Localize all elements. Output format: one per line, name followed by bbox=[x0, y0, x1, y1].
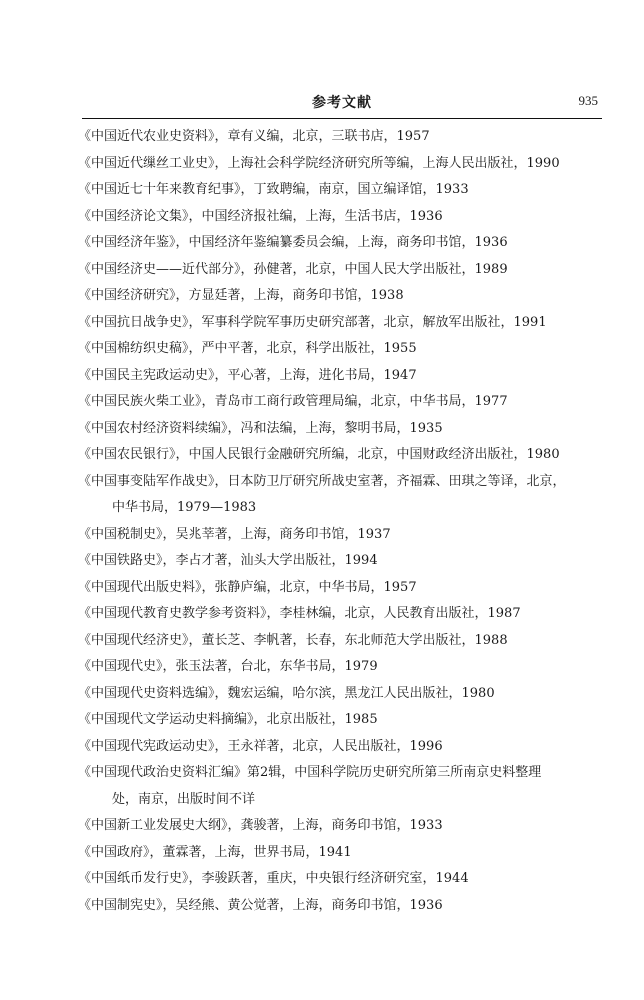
reference-text: 《中国民主宪政运动史》，平心著，上海，进化书局，1947 bbox=[78, 367, 417, 383]
reference-entry bbox=[78, 734, 608, 761]
reference-text: 《中国现代宪政运动史》，王永祥著，北京，人民出版社，1996 bbox=[78, 738, 443, 754]
reference-entry bbox=[78, 575, 608, 602]
reference-continuation: 中华书局，1979—1983 bbox=[112, 500, 257, 515]
header-rule bbox=[82, 118, 602, 119]
reference-text: 《中国农村经济资料续编》，冯和法编，上海，黎明书局，1935 bbox=[78, 420, 443, 436]
reference-text: 《中国纸币发行史》，李骏跃著，重庆，中央银行经济研究室，1944 bbox=[78, 871, 469, 886]
reference-entry bbox=[78, 654, 608, 681]
reference-text: 《中国抗日战争史》，军事科学院军事历史研究部著，北京，解放军出版社，1991 bbox=[78, 314, 547, 330]
reference-entry bbox=[78, 230, 608, 257]
reference-entry bbox=[78, 389, 608, 416]
reference-entry bbox=[78, 866, 608, 893]
reference-text: 《中国现代文学运动史料摘编》，北京出版社，1985 bbox=[78, 712, 378, 727]
reference-text: 《中国现代经济史》，董长芝、李帆著，长春，东北师范大学出版社，1988 bbox=[78, 632, 508, 648]
reference-entry bbox=[78, 151, 608, 178]
reference-text: 《中国现代史资料选编》，魏宏运编，哈尔滨，黑龙江人民出版社，1980 bbox=[78, 685, 495, 701]
reference-entry bbox=[78, 283, 608, 310]
reference-text: 《中国事变陆军作战史》，日本防卫厅研究所战史室著，齐福霖、田琪之等译，北京， bbox=[78, 473, 566, 489]
header-title: 参考文献 bbox=[312, 95, 372, 111]
reference-entry bbox=[78, 681, 608, 708]
reference-entry bbox=[78, 707, 608, 734]
reference-text: 《中国现代政治史资料汇编》第2辑，中国科学院历史研究所第三所南京史料整理 bbox=[78, 765, 542, 780]
reference-entry bbox=[78, 336, 608, 363]
reference-entry bbox=[78, 124, 608, 151]
reference-text: 《中国新工业发展史大纲》，龚骏著，上海，商务印书馆，1933 bbox=[78, 818, 443, 833]
reference-text: 《中国近代缫丝工业史》，上海社会科学院经济研究所等编，上海人民出版社，1990 bbox=[78, 155, 560, 171]
reference-text: 《中国政府》，董霖著，上海，世界书局，1941 bbox=[78, 844, 352, 860]
reference-entry bbox=[78, 760, 608, 813]
reference-text: 《中国农民银行》，中国人民银行金融研究所编，北京，中国财政经济出版社，1980 bbox=[78, 447, 560, 462]
reference-text: 《中国现代出版史料》，张静庐编，北京，中华书局，1957 bbox=[78, 579, 417, 595]
reference-text: 《中国现代史》，张玉法著，台北，东华书局，1979 bbox=[78, 659, 378, 674]
reference-entry bbox=[78, 840, 608, 867]
reference-entry bbox=[78, 601, 608, 628]
reference-entry bbox=[78, 257, 608, 284]
reference-text: 《中国经济年鉴》，中国经济年鉴编纂委员会编，上海，商务印书馆，1936 bbox=[78, 235, 508, 250]
reference-entry bbox=[78, 442, 608, 469]
reference-text: 《中国近代农业史资料》，章有义编，北京，三联书店，1957 bbox=[78, 129, 430, 144]
reference-text: 《中国铁路史》，李占才著，汕头大学出版社，1994 bbox=[78, 553, 378, 568]
reference-text: 《中国近七十年来教育纪事》，丁致聘编，南京，国立编译馆，1933 bbox=[78, 182, 469, 197]
reference-entry bbox=[78, 548, 608, 575]
reference-entry bbox=[78, 813, 608, 840]
reference-entry bbox=[78, 522, 608, 549]
reference-entry bbox=[78, 363, 608, 390]
reference-text: 《中国现代教育史教学参考资料》，李桂林编，北京，人民教育出版社，1987 bbox=[78, 606, 521, 621]
reference-text: 《中国制宪史》，吴经熊、黄公觉著，上海，商务印书馆，1936 bbox=[78, 897, 443, 913]
reference-entry bbox=[78, 310, 608, 337]
page-number: 935 bbox=[578, 93, 598, 108]
reference-text: 《中国棉纺织史稿》，严中平著，北京，科学出版社，1955 bbox=[78, 341, 417, 356]
reference-entry bbox=[78, 177, 608, 204]
reference-entry bbox=[78, 416, 608, 443]
reference-list bbox=[78, 124, 608, 919]
reference-text: 《中国民族火柴工业》，青岛市工商行政管理局编，北京，中华书局，1977 bbox=[78, 394, 508, 409]
reference-text: 《中国经济论文集》，中国经济报社编，上海，生活书店，1936 bbox=[78, 208, 443, 224]
reference-entry bbox=[78, 628, 608, 655]
reference-continuation: 处，南京，出版时间不详 bbox=[112, 791, 256, 807]
reference-entry bbox=[78, 204, 608, 231]
reference-entry bbox=[78, 469, 608, 522]
reference-entry bbox=[78, 893, 608, 920]
reference-text: 《中国经济史——近代部分》，孙健著，北京，中国人民大学出版社，1989 bbox=[78, 261, 508, 277]
running-header bbox=[82, 92, 602, 118]
reference-text: 《中国经济研究》，方显廷著，上海，商务印书馆，1938 bbox=[78, 288, 404, 303]
reference-text: 《中国税制史》，吴兆莘著，上海，商务印书馆，1937 bbox=[78, 526, 391, 542]
